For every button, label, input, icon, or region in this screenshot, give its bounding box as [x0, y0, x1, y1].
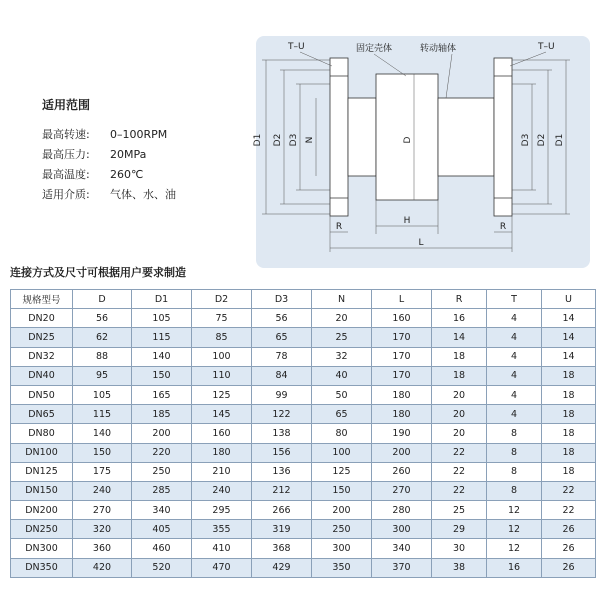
table-cell: 62 [73, 328, 132, 347]
table-cell: 12 [487, 539, 542, 558]
table-cell: 165 [132, 385, 192, 404]
cell-model: DN150 [11, 481, 73, 500]
table-cell: 18 [542, 424, 596, 443]
table-row [11, 443, 596, 462]
table-cell: 56 [252, 309, 312, 328]
table-cell: 14 [542, 309, 596, 328]
table-cell: 26 [542, 520, 596, 539]
table-cell: 180 [372, 405, 432, 424]
table-cell: 150 [73, 443, 132, 462]
left-flange [330, 58, 348, 216]
header-d2: D2 [192, 290, 252, 309]
table-cell: 29 [432, 520, 487, 539]
label-r-left: R [335, 222, 343, 232]
table-cell: 420 [73, 558, 132, 577]
label-r-right: R [499, 222, 507, 232]
cell-model: DN80 [11, 424, 73, 443]
table-cell: 170 [372, 347, 432, 366]
table-cell: 175 [73, 462, 132, 481]
cell-model: DN300 [11, 539, 73, 558]
spec-value: 气体、水、油 [110, 188, 176, 201]
cell-model: DN250 [11, 520, 73, 539]
table-cell: 14 [432, 328, 487, 347]
table-cell: 125 [192, 385, 252, 404]
table-cell: 140 [73, 424, 132, 443]
table-cell: 26 [542, 558, 596, 577]
spec-title: 适用范围 [42, 98, 91, 112]
table-cell: 280 [372, 501, 432, 520]
table-cell: 145 [192, 405, 252, 424]
table-cell: 210 [192, 462, 252, 481]
label-d3-left: D3 [289, 133, 299, 147]
table-cell: 30 [432, 539, 487, 558]
right-flange [494, 58, 512, 216]
table-cell: 25 [432, 501, 487, 520]
header-t: T [487, 290, 542, 309]
table-cell: 80 [312, 424, 372, 443]
table-cell: 300 [372, 520, 432, 539]
label-d1-left: D1 [253, 133, 263, 147]
table-cell: 200 [312, 501, 372, 520]
spec-label: 最高温度: [42, 168, 90, 181]
table-row [11, 405, 596, 424]
table-cell: 100 [312, 443, 372, 462]
left-neck [348, 98, 376, 176]
table-cell: 16 [487, 558, 542, 577]
table-cell: 4 [487, 405, 542, 424]
table-cell: 170 [372, 366, 432, 385]
table-row [11, 462, 596, 481]
label-fixed-housing: 固定壳体 [356, 44, 393, 54]
table-cell: 18 [542, 462, 596, 481]
table-cell: 20 [312, 309, 372, 328]
table-cell: 156 [252, 443, 312, 462]
table-cell: 350 [312, 558, 372, 577]
table-row [11, 539, 596, 558]
table-cell: 355 [192, 520, 252, 539]
table-row [11, 558, 596, 577]
table-cell: 150 [312, 481, 372, 500]
table-cell: 136 [252, 462, 312, 481]
cell-model: DN32 [11, 347, 73, 366]
table-cell: 368 [252, 539, 312, 558]
table-cell: 180 [192, 443, 252, 462]
table-cell: 8 [487, 424, 542, 443]
table-cell: 99 [252, 385, 312, 404]
table-header-row [11, 290, 596, 309]
table-cell: 260 [372, 462, 432, 481]
table-cell: 88 [73, 347, 132, 366]
cell-model: DN25 [11, 328, 73, 347]
cell-model: DN200 [11, 501, 73, 520]
spec-block [42, 96, 252, 205]
header-r: R [432, 290, 487, 309]
table-cell: 240 [192, 481, 252, 500]
table-body [11, 309, 596, 578]
table-cell: 25 [312, 328, 372, 347]
table-cell: 212 [252, 481, 312, 500]
label-n: N [305, 136, 315, 144]
table-cell: 370 [372, 558, 432, 577]
table-cell: 360 [73, 539, 132, 558]
table-cell: 100 [192, 347, 252, 366]
table-cell: 18 [542, 366, 596, 385]
table-cell: 285 [132, 481, 192, 500]
table-cell: 160 [372, 309, 432, 328]
table-cell: 150 [132, 366, 192, 385]
table-cell: 460 [132, 539, 192, 558]
table-cell: 14 [542, 347, 596, 366]
table-cell: 16 [432, 309, 487, 328]
table-cell: 32 [312, 347, 372, 366]
spec-row-temperature [42, 165, 252, 185]
label-l: L [418, 238, 424, 248]
label-d2-right: D2 [537, 133, 547, 147]
table-cell: 65 [252, 328, 312, 347]
spec-label: 适用介质: [42, 188, 90, 201]
table-cell: 22 [432, 481, 487, 500]
cell-model: DN20 [11, 309, 73, 328]
header-l: L [372, 290, 432, 309]
table-cell: 115 [73, 405, 132, 424]
table-cell: 405 [132, 520, 192, 539]
table-row [11, 424, 596, 443]
cell-model: DN350 [11, 558, 73, 577]
table-cell: 12 [487, 520, 542, 539]
table-row [11, 520, 596, 539]
header-d: D [73, 290, 132, 309]
cell-model: DN40 [11, 366, 73, 385]
table-cell: 340 [372, 539, 432, 558]
label-h: H [403, 216, 411, 226]
table-cell: 300 [312, 539, 372, 558]
table-cell: 122 [252, 405, 312, 424]
table-cell: 18 [542, 405, 596, 424]
table-cell: 190 [372, 424, 432, 443]
table-cell: 26 [542, 539, 596, 558]
table-cell: 78 [252, 347, 312, 366]
table-cell: 40 [312, 366, 372, 385]
table-row [11, 366, 596, 385]
cell-model: DN100 [11, 443, 73, 462]
table-cell: 295 [192, 501, 252, 520]
table-cell: 270 [372, 481, 432, 500]
table-cell: 470 [192, 558, 252, 577]
table-cell: 20 [432, 424, 487, 443]
table-cell: 14 [542, 328, 596, 347]
table-cell: 22 [432, 462, 487, 481]
table-cell: 8 [487, 462, 542, 481]
table-cell: 170 [372, 328, 432, 347]
header-n: N [312, 290, 372, 309]
table-cell: 85 [192, 328, 252, 347]
header-d3: D3 [252, 290, 312, 309]
technical-drawing-panel [253, 36, 590, 268]
table-cell: 20 [432, 385, 487, 404]
table-cell: 250 [132, 462, 192, 481]
cell-model: DN50 [11, 385, 73, 404]
table-cell: 4 [487, 347, 542, 366]
table-cell: 138 [252, 424, 312, 443]
spec-value: 260℃ [110, 168, 144, 181]
header-model: 规格型号 [11, 290, 73, 309]
header-u: U [542, 290, 596, 309]
table-cell: 185 [132, 405, 192, 424]
table-cell: 18 [432, 347, 487, 366]
table-cell: 75 [192, 309, 252, 328]
table-cell: 22 [542, 501, 596, 520]
table-cell: 340 [132, 501, 192, 520]
table-cell: 220 [132, 443, 192, 462]
table-cell: 410 [192, 539, 252, 558]
table-cell: 105 [132, 309, 192, 328]
rotary-joint-drawing [253, 36, 590, 268]
table-row [11, 501, 596, 520]
table-cell: 319 [252, 520, 312, 539]
label-d2-left: D2 [273, 133, 283, 147]
table-cell: 95 [73, 366, 132, 385]
label-d: D [403, 136, 413, 144]
spec-label: 最高转速: [42, 128, 90, 141]
table-cell: 4 [487, 385, 542, 404]
table-cell: 8 [487, 481, 542, 500]
label-rotating-shaft: 转动轴体 [420, 44, 457, 54]
right-neck [438, 98, 494, 176]
table-cell: 22 [432, 443, 487, 462]
table-row [11, 385, 596, 404]
table-cell: 105 [73, 385, 132, 404]
table-cell: 4 [487, 366, 542, 385]
table-cell: 12 [487, 501, 542, 520]
table-cell: 18 [542, 385, 596, 404]
table-cell: 4 [487, 328, 542, 347]
table-cell: 180 [372, 385, 432, 404]
table-cell: 200 [132, 424, 192, 443]
spec-row-medium [42, 185, 252, 205]
table-cell: 65 [312, 405, 372, 424]
table-cell: 56 [73, 309, 132, 328]
table-cell: 115 [132, 328, 192, 347]
cell-model: DN65 [11, 405, 73, 424]
table-row [11, 481, 596, 500]
customization-note: 连接方式及尺寸可根据用户要求制造 [10, 266, 186, 279]
table-cell: 8 [487, 443, 542, 462]
spec-row-speed [42, 125, 252, 145]
table-cell: 18 [432, 366, 487, 385]
spec-value: 0–100RPM [110, 128, 168, 141]
table-cell: 160 [192, 424, 252, 443]
table-cell: 125 [312, 462, 372, 481]
dimensions-table [10, 289, 596, 578]
table-row [11, 328, 596, 347]
cell-model: DN125 [11, 462, 73, 481]
table-row [11, 309, 596, 328]
spec-row-pressure [42, 145, 252, 165]
table-cell: 140 [132, 347, 192, 366]
spec-value: 20MPa [110, 148, 147, 161]
table-cell: 240 [73, 481, 132, 500]
table-cell: 50 [312, 385, 372, 404]
table-cell: 38 [432, 558, 487, 577]
spec-label: 最高压力: [42, 148, 90, 161]
table-cell: 266 [252, 501, 312, 520]
header-d1: D1 [132, 290, 192, 309]
table-cell: 429 [252, 558, 312, 577]
table-cell: 270 [73, 501, 132, 520]
table-cell: 200 [372, 443, 432, 462]
label-tu-right: T–U [538, 42, 555, 52]
table-cell: 110 [192, 366, 252, 385]
table-cell: 250 [312, 520, 372, 539]
table-row [11, 347, 596, 366]
label-d3-right: D3 [521, 133, 531, 147]
label-d1-right: D1 [555, 133, 565, 147]
table-cell: 20 [432, 405, 487, 424]
label-tu-left: T–U [288, 42, 305, 52]
table-cell: 520 [132, 558, 192, 577]
table-cell: 18 [542, 443, 596, 462]
table-cell: 320 [73, 520, 132, 539]
table-cell: 22 [542, 481, 596, 500]
table-cell: 84 [252, 366, 312, 385]
table-cell: 4 [487, 309, 542, 328]
